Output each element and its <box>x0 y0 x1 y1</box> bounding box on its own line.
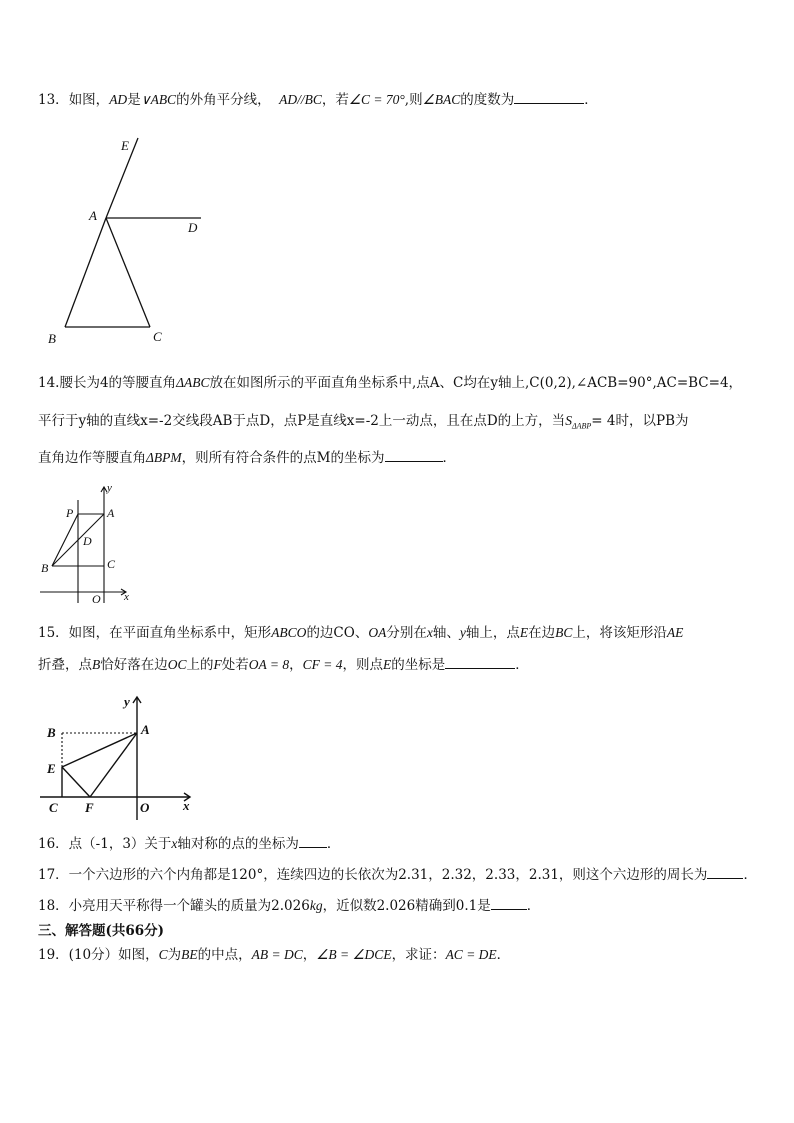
question-14-line-1: 14.腰长为4的等腰直角ΔABC放在如图所示的平面直角坐标系中,点A、C均在y轴上,C(0,2),∠ACB=90°,AC=BC=4， <box>38 375 743 391</box>
question-14-line-3: 直角边作等腰直角ΔBPM，则所有符合条件的点M的坐标为 ． <box>38 447 456 467</box>
label-B: B <box>48 331 56 346</box>
label-A: A <box>107 506 115 520</box>
label-E: E <box>47 761 56 776</box>
label-y: y <box>124 694 130 709</box>
question-14-line-2: 平行于y轴的直线x=-2交线段AB于点D，点P是直线x=-2上一动点，且在点D的上方，当$S_{\Delta ABP}= 4$时，以PB为 <box>38 413 689 431</box>
question-18-text: 18．小亮用天平称得一个罐头的质量为2.026kg，近似数2.026精确到0.1是 ． <box>38 895 540 915</box>
label-D: D <box>188 220 198 235</box>
answer-blank[interactable] <box>491 895 527 910</box>
section-heading: 三、解答题(共66分) <box>38 923 165 939</box>
label-F: F <box>85 800 94 815</box>
label-O: O <box>140 800 150 815</box>
label-C: C <box>153 329 162 344</box>
label-E: E <box>121 138 129 153</box>
label-A: A <box>89 208 97 223</box>
label-C: C <box>107 557 116 571</box>
label-C: C <box>49 800 58 815</box>
label-x: x <box>183 798 190 813</box>
label-y: y <box>107 482 112 494</box>
label-P: P <box>66 506 74 520</box>
label-D: D <box>83 534 92 548</box>
label-x: x <box>124 591 129 603</box>
answer-blank[interactable] <box>707 864 743 879</box>
question-19-text: 19．(10分）如图，C为BE的中点，AB = DC，∠B = ∠DCE，求证：AC = DE． <box>38 947 511 963</box>
label-A: A <box>141 722 150 737</box>
answer-blank[interactable] <box>299 833 327 848</box>
label-B: B <box>41 561 49 575</box>
question-15-line-1: 15．如图，在平面直角坐标系中，矩形ABCO的边CO、OA分别在x轴、y轴上，点E在边BC上，将该矩形沿AE <box>38 625 684 641</box>
question-15-line-2: 折叠，点B恰好落在边OC上的F处若OA = 8，CF = 4，则点E的坐标是 ． <box>38 654 529 674</box>
label-B: B <box>47 725 56 740</box>
question-16-text: 16．点（-1，3）关于x轴对称的点的坐标为 ． <box>38 833 340 853</box>
label-O: O <box>92 592 101 606</box>
question-17-text: 17．一个六边形的六个内角都是120°，连续四边的长依次为2.31，2.32，2.33，2.31，则这个六边形的周长为 ． <box>38 864 757 884</box>
question-13-text: 13．如图，AD是∨ABC的外角平分线， AD//BC，若∠C = 70°,则∠BAC的度数为 ． <box>38 89 598 109</box>
